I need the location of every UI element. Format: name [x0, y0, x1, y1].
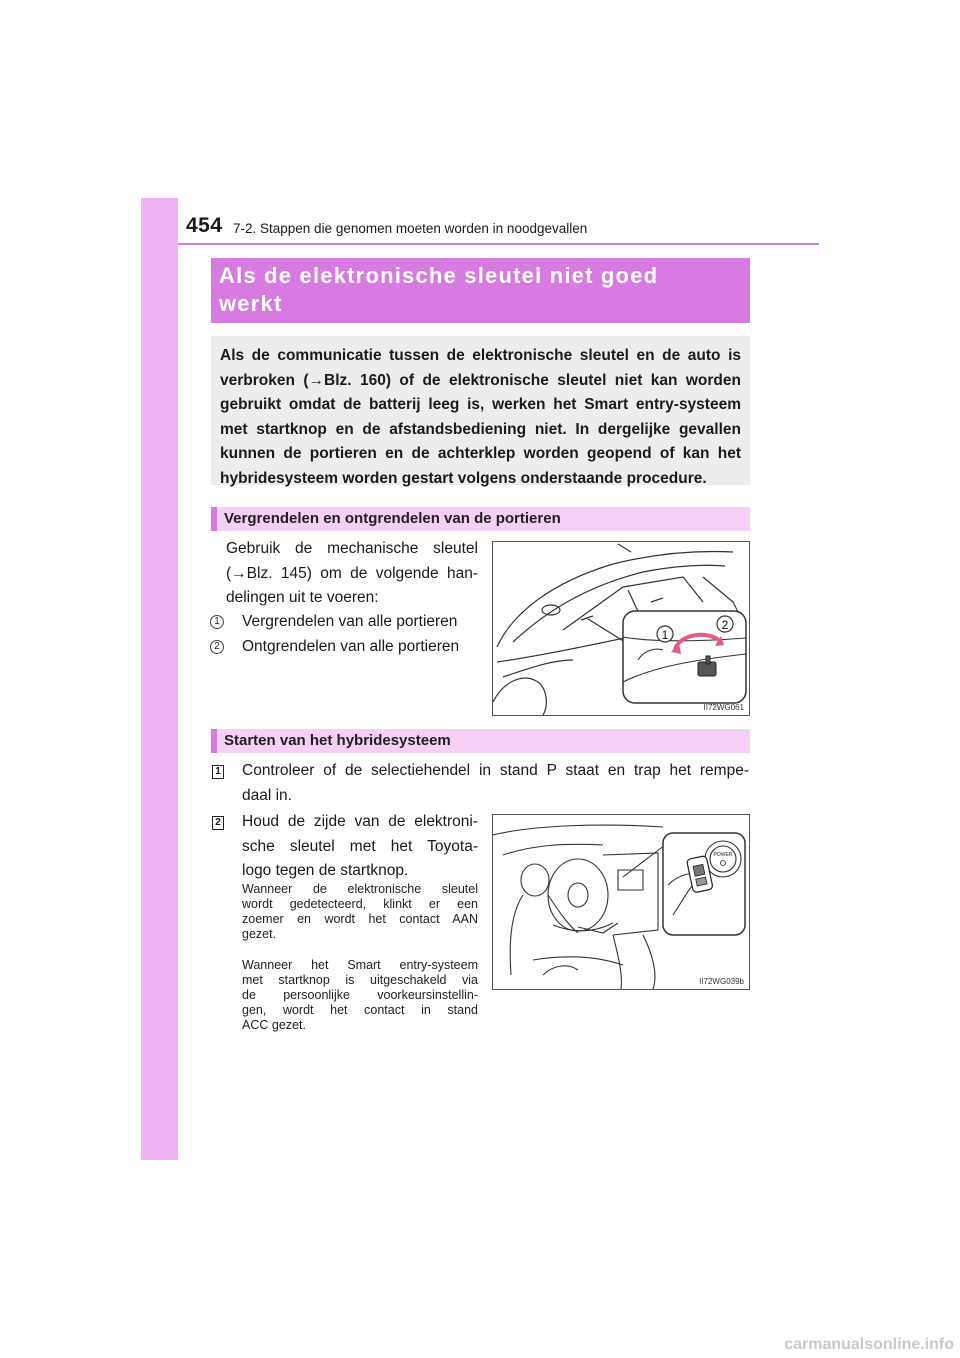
- intro-box: [211, 336, 750, 485]
- intro-line: hybridesysteem worden gestart volgens onderstaande procedure.: [220, 469, 707, 487]
- step-line: Controleer of de selectiehendel in stand P staat en trap het rempe-: [242, 762, 749, 779]
- power-label: POWER: [713, 852, 733, 858]
- note-smart-entry-off: [242, 958, 478, 1033]
- callout-2: 2: [721, 618, 729, 632]
- start-button-figure: [492, 814, 750, 990]
- paragraph-line: (→Blz. 145) om de volgende han-: [226, 564, 478, 582]
- section-heading-label: Starten van het hybridesysteem: [224, 732, 451, 749]
- step-line: logo tegen de startknop.: [242, 862, 409, 879]
- note-line: Wanneer de elektronische sleutel: [242, 882, 478, 896]
- intro-line: kunnen de portieren en de achterklep worden geopend of kan het: [220, 445, 741, 462]
- step-number-2: 2: [212, 816, 224, 830]
- step-line: Houd de zijde van de elektroni-: [242, 813, 478, 830]
- figure-code: II72WG061: [703, 703, 744, 712]
- note-line: Wanneer het Smart entry-systeem: [242, 958, 478, 972]
- car-door-key-figure: [492, 541, 750, 716]
- item-lock-all-doors: Vergrendelen van alle portieren: [242, 613, 458, 630]
- intro-line: Als de communicatie tussen de elektronische sleutel en de auto is: [220, 347, 741, 364]
- section-heading-locking: [211, 507, 750, 531]
- locking-paragraph: [226, 537, 478, 611]
- section-heading-label: Vergrendelen en ontgrendelen van de portieren: [224, 510, 561, 527]
- car-door-illustration: [493, 542, 749, 715]
- section-heading-starting: [211, 729, 750, 753]
- step-line: daal in.: [242, 786, 292, 804]
- intro-line: met startknop en de afstandsbediening niet. In dergelijke gevallen: [220, 420, 741, 438]
- item-number-2: 2: [210, 640, 224, 654]
- note-line: ACC gezet.: [242, 1018, 306, 1032]
- note-line: gezet.: [242, 927, 277, 941]
- running-title: 7-2. Stappen die genomen moeten worden in noodgevallen: [233, 221, 588, 236]
- page-number: 454: [186, 214, 223, 237]
- paragraph-line: delingen uit te voeren:: [226, 589, 379, 606]
- step-line: sche sleutel met het Toyota-: [242, 837, 478, 855]
- callout-1: 1: [661, 628, 669, 642]
- section-accent: [211, 729, 217, 753]
- figure-code: II72WG039b: [699, 977, 744, 986]
- page-title-line-1: Als de elektronische sleutel niet goed: [219, 263, 659, 288]
- step-2-text: [242, 810, 478, 884]
- paragraph-line: Gebruik de mechanische sleutel: [226, 540, 478, 557]
- watermark: carmanualsonline.info: [784, 1336, 954, 1353]
- item-unlock-all-doors: Ontgrendelen van alle portieren: [242, 638, 460, 655]
- page-title-line-2: werkt: [219, 291, 283, 316]
- header-rule: [178, 243, 819, 245]
- intro-line: gebruikt omdat de batterij leeg is, werken het Smart entry-systeem: [220, 396, 741, 413]
- intro-line: verbroken (→Blz. 160) of de elektronische sleutel niet kan worden: [220, 371, 741, 389]
- side-strip: [141, 198, 178, 1160]
- step-1-text: [242, 759, 749, 808]
- note-line: met startknop is uitgeschakeld via: [242, 973, 478, 987]
- note-line: wordt gedetecteerd, klinkt er een: [242, 897, 478, 911]
- section-accent: [211, 507, 217, 531]
- note-line: zoemer en wordt het contact AAN: [242, 912, 478, 926]
- cabin-illustration: [493, 815, 749, 989]
- note-line: gen, wordt het contact in stand: [242, 1003, 478, 1017]
- step-number-1: 1: [212, 765, 224, 779]
- item-number-1: 1: [210, 615, 224, 629]
- page-title: [211, 258, 750, 323]
- note-key-detected: [242, 882, 478, 942]
- note-line: de persoonlijke voorkeursinstellin-: [242, 988, 478, 1002]
